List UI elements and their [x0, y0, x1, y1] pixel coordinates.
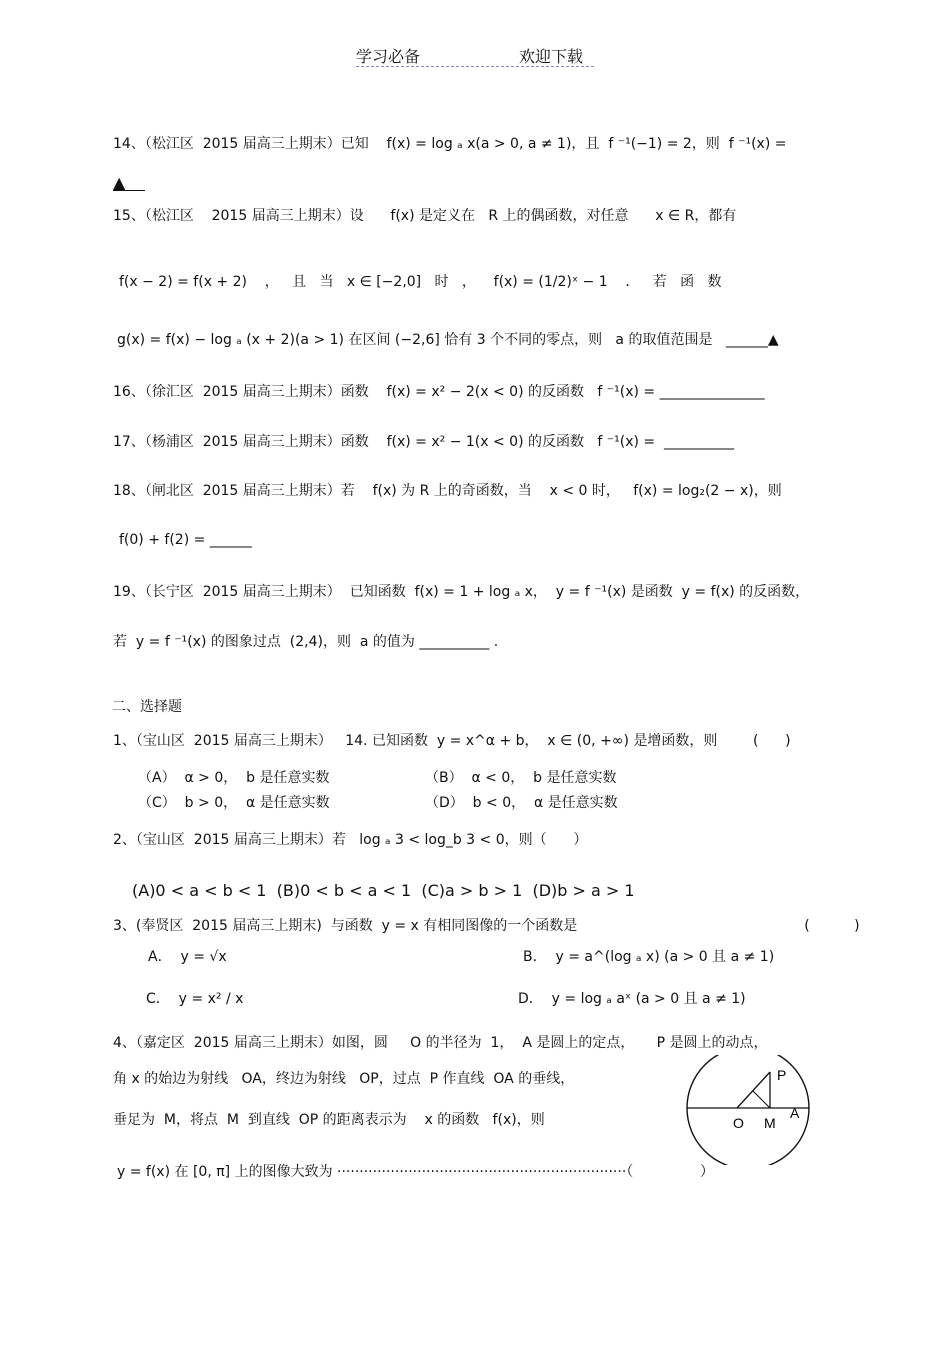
- line-c2: 2、（宝山区 2015 届高三上期末）若 log ₐ 3 < log_b 3 < 0，则（ ）: [113, 832, 588, 848]
- q14-answer-underline: [113, 190, 145, 191]
- line-c4b: 角 x 的始边为射线 OA，终边为射线 OP，过点 P 作直线 OA 的垂线，: [113, 1071, 575, 1087]
- line-c3: 3、(奉贤区 2015 届高三上期末) 与函数 y = x 有相同图像的一个函数是 ( ): [113, 918, 860, 934]
- line-c1B: （B） α < 0， b 是任意实数: [425, 770, 617, 786]
- line-c4d: y = f(x) 在 [0, π] 上的图像大致为 ·································································（ ）: [117, 1164, 715, 1180]
- line-c1A: （A） α > 0， b 是任意实数: [138, 770, 330, 786]
- line-c3B: B． y = a^(log ₐ x) (a > 0 且 a ≠ 1): [523, 949, 775, 965]
- line-q18b: f(0) + f(2) = ______: [119, 532, 252, 548]
- line-c1C: （C） b > 0， α 是任意实数: [138, 795, 330, 811]
- line-c3C: C． y = x² / x: [146, 991, 244, 1007]
- line-c1D: （D） b < 0， α 是任意实数: [425, 795, 618, 811]
- page-header: [356, 44, 594, 67]
- line-q17: 17、（杨浦区 2015 届高三上期末）函数 f(x) = x² − 1(x < 0) 的反函数 f ⁻¹(x) = __________: [113, 434, 735, 450]
- header-left: 学习必备: [356, 47, 421, 66]
- q14-answer: ▲: [113, 173, 126, 192]
- label-P: P: [777, 1067, 787, 1083]
- label-A: A: [790, 1105, 800, 1121]
- line-c2o: (A)0 < a < b < 1 (B)0 < b < a < 1 (C)a > b > 1 (D)b > a > 1: [132, 881, 635, 900]
- line-c4: 4、（嘉定区 2015 届高三上期末）如图，圆 O 的半径为 1， A 是圆上的定点， P 是圆上的动点，: [113, 1035, 768, 1051]
- line-q15b: f(x − 2) = f(x + 2) ， 且 当 x ∈ [−2,0] 时 ， f(x) = (1/2)ˣ − 1 ． 若 函 数: [119, 274, 722, 290]
- line-q18: 18、（闸北区 2015 届高三上期末）若 f(x) 为 R 上的奇函数，当 x < 0 时， f(x) = log₂(2 − x)，则: [113, 483, 782, 499]
- segment-m-op: [753, 1091, 770, 1108]
- line-c4c: 垂足为 M，将点 M 到直线 OP 的距离表示为 x 的函数 f(x)，则: [113, 1112, 545, 1128]
- line-c1: 1、（宝山区 2015 届高三上期末） 14. 已知函数 y = x^α + b， x ∈ (0, +∞) 是增函数，则 ( ): [113, 733, 791, 749]
- line-q19b: 若 y = f ⁻¹(x) 的图象过点 (2,4)，则 a 的值为 __________ .: [113, 634, 499, 650]
- header-right: 欢迎下载: [519, 47, 584, 66]
- label-M: M: [764, 1115, 776, 1131]
- section-title: 二、选择题: [112, 699, 182, 715]
- line-c3A: A． y = √x: [148, 949, 227, 965]
- label-O: O: [733, 1115, 744, 1131]
- line-q15: 15、（松江区 2015 届高三上期末）设 f(x) 是定义在 R 上的偶函数，对任意 x ∈ R，都有: [113, 208, 737, 224]
- line-q16: 16、（徐汇区 2015 届高三上期末）函数 f(x) = x² − 2(x < 0) 的反函数 f ⁻¹(x) = _______________: [113, 384, 765, 400]
- circle-figure: [680, 1055, 810, 1165]
- line-q15c: g(x) = f(x) − log ₐ (x + 2)(a > 1) 在区间 (−2,6] 恰有 3 个不同的零点，则 a 的取值范围是 ______▲: [117, 332, 779, 348]
- line-q14: 14、（松江区 2015 届高三上期末）已知 f(x) = log ₐ x(a > 0, a ≠ 1)，且 f ⁻¹(−1) = 2，则 f ⁻¹(x) =: [113, 136, 787, 152]
- line-c3D: D． y = log ₐ aˣ (a > 0 且 a ≠ 1): [518, 991, 746, 1007]
- line-q19: 19、（长宁区 2015 届高三上期末） 已知函数 f(x) = 1 + log ₐ x， y = f ⁻¹(x) 是函数 y = f(x) 的反函数，: [113, 584, 810, 600]
